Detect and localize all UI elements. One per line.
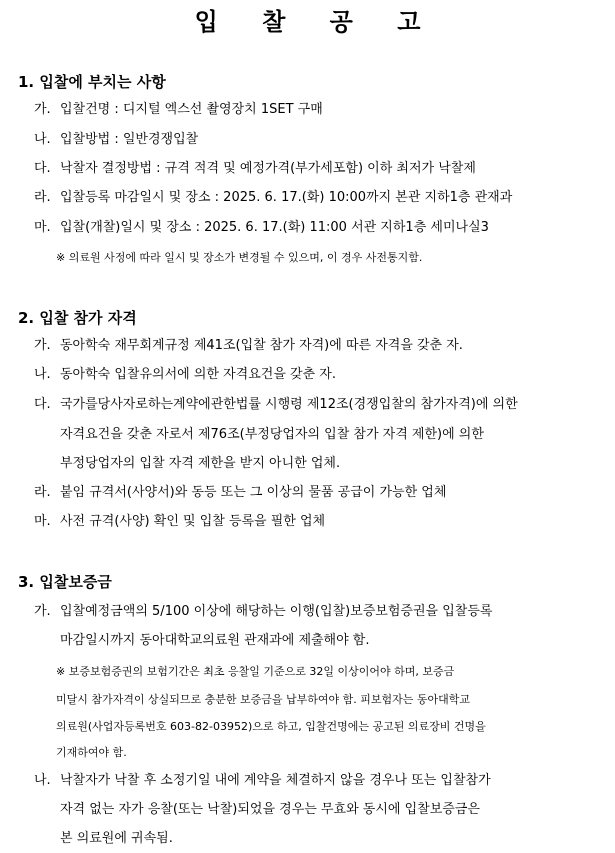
list-item xyxy=(34,397,518,413)
item-continuation: 자격요건을 갖춘 자로서 제76조(부정당업자의 입찰 참가 자격 제한)에 의한 xyxy=(60,427,484,442)
item-text: 입찰등록 마감일시 및 장소 : 2025. 6. 17.(화) 10:00까지 본관 지하1층 관재과 xyxy=(60,190,513,205)
item-text: 동아학숙 재무회계규정 제41조(입찰 참가 자격)에 따른 자격을 갖춘 자. xyxy=(60,338,463,353)
notice-text: 기재하여야 함. xyxy=(56,746,127,759)
notice-text: ※ 의료원 사정에 따라 일시 및 장소가 변경될 수 있으며, 이 경우 사전통지함. xyxy=(56,251,423,264)
section-heading: 2. 입찰 참가 자격 xyxy=(18,309,137,327)
section-heading: 1. 입찰에 부치는 사항 xyxy=(18,73,166,91)
item-continuation: 마감일시까지 동아대학교의료원 관재과에 제출해야 함. xyxy=(60,633,370,648)
item-text: 낙찰자 결정방법 : 규격 적격 및 예정가격(부가세포함) 이하 최저가 낙찰제 xyxy=(60,161,476,176)
item-text: 동아학숙 입찰유의서에 의한 자격요건을 갖춘 자. xyxy=(60,367,336,382)
item-text: 사전 규격(사양) 확인 및 입찰 등록을 필한 업체 xyxy=(60,514,326,529)
item-marker: 다. xyxy=(34,397,51,412)
notice-text: 의료원(사업자등록번호 603-82-03952)으로 하고, 입찰건명에는 공고된 의료장비 건명을 xyxy=(56,720,486,733)
list-item xyxy=(34,367,336,383)
item-marker: 가. xyxy=(34,604,51,619)
list-item xyxy=(34,514,325,530)
item-marker: 나. xyxy=(34,132,51,147)
item-marker: 다. xyxy=(34,161,51,176)
item-continuation: 본 의료원에 귀속됨. xyxy=(60,831,173,846)
item-text: 붙임 규격서(사양서)와 동등 또는 그 이상의 물품 공급이 가능한 업체 xyxy=(60,485,447,500)
item-text: 낙찰자가 낙찰 후 소정기일 내에 계약을 체결하지 않을 경우나 또는 입찰참가 xyxy=(60,773,491,788)
notice-text: 미달시 참가자격이 상실되므로 충분한 보증금을 납부하여야 함. 피보험자는 동아대학교 xyxy=(56,693,471,706)
notice-text: ※ 보증보험증권의 보험기간은 최초 응찰일 기준으로 32일 이상이어야 하며, 보증금 xyxy=(56,665,455,678)
page-title: 입 찰 공 고 xyxy=(194,8,439,36)
item-text: 입찰(개찰)일시 및 장소 : 2025. 6. 17.(화) 11:00 서관 지하1층 세미나실3 xyxy=(60,220,489,235)
item-text: 국가를당사자로하는계약에관한법률 시행령 제12조(경쟁입찰의 참가자격)에 의한 xyxy=(60,397,518,412)
list-item xyxy=(34,161,476,177)
item-marker: 나. xyxy=(34,367,51,382)
item-text: 입찰방법 : 일반경쟁입찰 xyxy=(60,132,199,147)
item-marker: 가. xyxy=(34,338,51,353)
item-text: 입찰건명 : 디지털 엑스선 촬영장치 1SET 구매 xyxy=(60,102,323,117)
item-text: 입찰예정금액의 5/100 이상에 해당하는 이행(입찰)보증보험증권을 입찰등록 xyxy=(60,604,493,619)
item-marker: 나. xyxy=(34,773,51,788)
list-item xyxy=(34,604,492,620)
item-marker: 가. xyxy=(34,102,51,117)
list-item xyxy=(34,485,446,501)
item-marker: 라. xyxy=(34,190,51,205)
item-continuation: 부정당업자의 입찰 자격 제한을 받지 아니한 업체. xyxy=(60,456,341,471)
list-item xyxy=(34,338,463,354)
list-item xyxy=(34,102,323,118)
list-item xyxy=(34,773,491,789)
list-item xyxy=(34,220,489,236)
item-marker: 마. xyxy=(34,514,51,529)
list-item xyxy=(34,132,198,148)
item-continuation: 자격 없는 자가 응찰(또는 낙찰)되었을 경우는 무효와 동시에 입찰보증금은 xyxy=(60,802,480,817)
section-heading: 3. 입찰보증금 xyxy=(18,573,112,591)
list-item xyxy=(34,190,512,206)
item-marker: 마. xyxy=(34,220,51,235)
item-marker: 라. xyxy=(34,485,51,500)
